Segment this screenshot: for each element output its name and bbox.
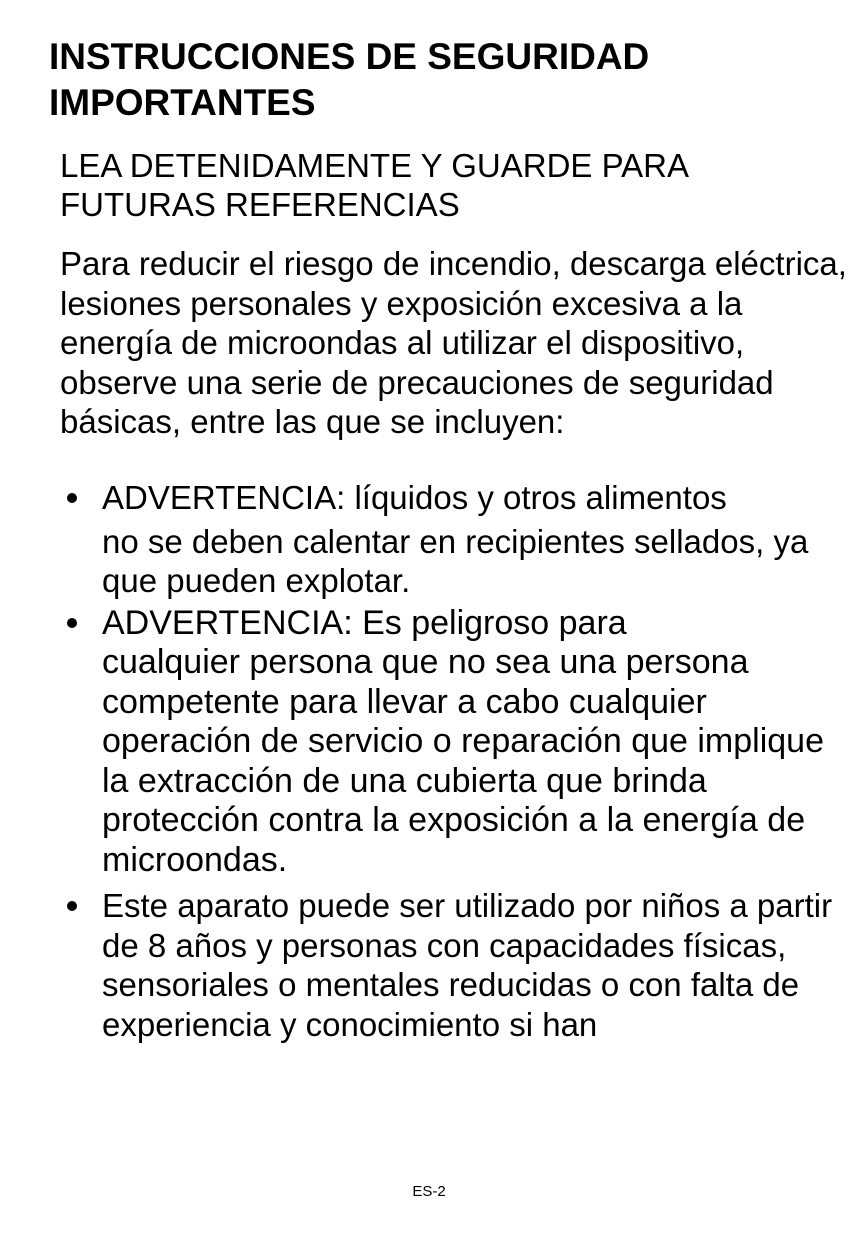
page-title-line1: INSTRUCCIONES DE SEGURIDAD [49,36,650,77]
subtitle [60,146,840,224]
bullet-icon [67,618,77,628]
subtitle-line1: LEA DETENIDAMENTE Y GUARDE PARA [60,147,689,184]
intro-paragraph: Para reducir el riesgo de incendio, descarga eléctrica, lesiones personales y exposición excesiva a la energía de microondas al utilizar el dispositivo, observe una serie de precauciones de seguridad básicas, entre las que se incluyen: [60,245,847,440]
bullet-icon [67,901,77,911]
list-item-continuation: no se deben calentar en recipientes sellados, ya que pueden explotar. [102,522,809,599]
page-title [49,34,839,126]
list-item [60,886,840,1044]
page-number: ES-2 [412,1183,446,1200]
list-item [60,478,840,601]
safety-list [60,478,840,1044]
subtitle-line2: FUTURAS REFERENCIAS [60,186,460,223]
page-title-line2: IMPORTANTES [49,82,316,123]
bullet-icon [67,493,77,503]
list-item-text: ADVERTENCIA: líquidos y otros alimentos [102,479,727,516]
list-item [60,603,840,881]
list-item-lead: ADVERTENCIA: Es peligroso para [102,603,627,642]
list-item-text: cualquier persona que no sea una persona competente para llevar a cabo cualquier operación de servicio o reparación que implique la extracción de una cubierta que brinda protección contra la exposición a la energía de microondas. [102,643,824,879]
list-item-text: Este aparato puede ser utilizado por niños a partir de 8 años y personas con capacidades físicas, sensoriales o mentales reducidas o con falta de experiencia y conocimiento si han [102,887,833,1043]
